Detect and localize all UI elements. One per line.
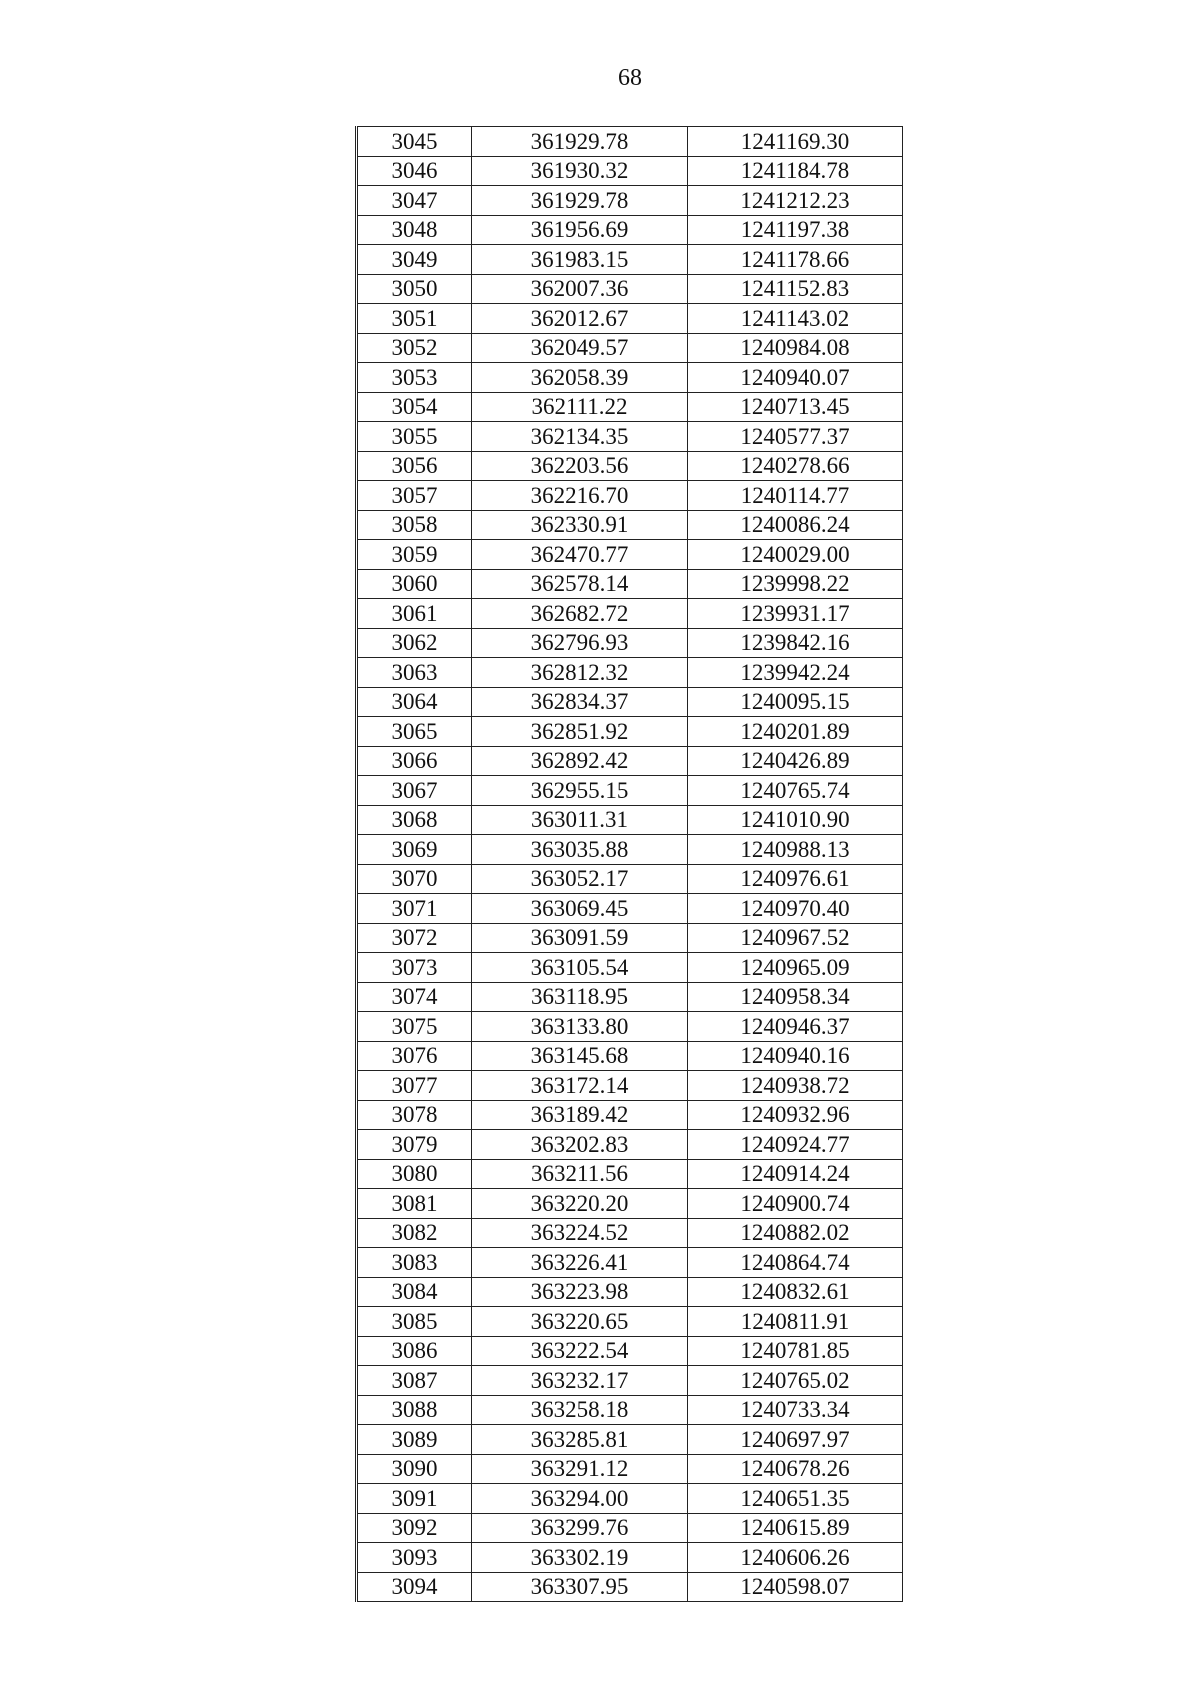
y-coordinate-cell: 1240615.89 — [688, 1513, 903, 1543]
x-coordinate-cell: 363211.56 — [472, 1159, 688, 1189]
y-coordinate-cell: 1240811.91 — [688, 1307, 903, 1337]
table-row — [357, 1572, 903, 1602]
point-number-cell: 3071 — [357, 894, 472, 924]
y-coordinate-cell: 1240946.37 — [688, 1012, 903, 1042]
table-row — [357, 599, 903, 629]
y-coordinate-cell: 1241178.66 — [688, 245, 903, 275]
table-row — [357, 215, 903, 245]
table-row — [357, 186, 903, 216]
table-row — [357, 540, 903, 570]
table-row — [357, 1041, 903, 1071]
point-number-cell: 3089 — [357, 1425, 472, 1455]
x-coordinate-cell: 363202.83 — [472, 1130, 688, 1160]
table-row — [357, 510, 903, 540]
table-row — [357, 658, 903, 688]
x-coordinate-cell: 361956.69 — [472, 215, 688, 245]
point-number-cell: 3049 — [357, 245, 472, 275]
table-row — [357, 1071, 903, 1101]
point-number-cell: 3055 — [357, 422, 472, 452]
x-coordinate-cell: 362955.15 — [472, 776, 688, 806]
point-number-cell: 3079 — [357, 1130, 472, 1160]
y-coordinate-cell: 1240577.37 — [688, 422, 903, 452]
y-coordinate-cell: 1240201.89 — [688, 717, 903, 747]
x-coordinate-cell: 363145.68 — [472, 1041, 688, 1071]
x-coordinate-cell: 363299.76 — [472, 1513, 688, 1543]
y-coordinate-cell: 1240970.40 — [688, 894, 903, 924]
table-row — [357, 333, 903, 363]
y-coordinate-cell: 1240713.45 — [688, 392, 903, 422]
point-number-cell: 3075 — [357, 1012, 472, 1042]
point-number-cell: 3081 — [357, 1189, 472, 1219]
y-coordinate-cell: 1240932.96 — [688, 1100, 903, 1130]
table-row — [357, 805, 903, 835]
table-row — [357, 1543, 903, 1573]
x-coordinate-cell: 363011.31 — [472, 805, 688, 835]
x-coordinate-cell: 362682.72 — [472, 599, 688, 629]
point-number-cell: 3066 — [357, 746, 472, 776]
point-number-cell: 3056 — [357, 451, 472, 481]
y-coordinate-cell: 1240651.35 — [688, 1484, 903, 1514]
table-row — [357, 1395, 903, 1425]
y-coordinate-cell: 1240086.24 — [688, 510, 903, 540]
coordinates-table — [355, 126, 903, 1602]
x-coordinate-cell: 363069.45 — [472, 894, 688, 924]
table-row — [357, 628, 903, 658]
y-coordinate-cell: 1240924.77 — [688, 1130, 903, 1160]
x-coordinate-cell: 362111.22 — [472, 392, 688, 422]
y-coordinate-cell: 1241143.02 — [688, 304, 903, 334]
x-coordinate-cell: 361983.15 — [472, 245, 688, 275]
y-coordinate-cell: 1241010.90 — [688, 805, 903, 835]
table-row — [357, 1100, 903, 1130]
x-coordinate-cell: 362812.32 — [472, 658, 688, 688]
x-coordinate-cell: 363223.98 — [472, 1277, 688, 1307]
point-number-cell: 3082 — [357, 1218, 472, 1248]
table-row — [357, 392, 903, 422]
point-number-cell: 3077 — [357, 1071, 472, 1101]
x-coordinate-cell: 363302.19 — [472, 1543, 688, 1573]
y-coordinate-cell: 1240832.61 — [688, 1277, 903, 1307]
table-row — [357, 1336, 903, 1366]
table-row — [357, 953, 903, 983]
x-coordinate-cell: 363105.54 — [472, 953, 688, 983]
table-row — [357, 127, 903, 157]
y-coordinate-cell: 1240765.02 — [688, 1366, 903, 1396]
point-number-cell: 3073 — [357, 953, 472, 983]
table-row — [357, 1277, 903, 1307]
point-number-cell: 3094 — [357, 1572, 472, 1602]
table-row — [357, 1218, 903, 1248]
table-row — [357, 1248, 903, 1278]
point-number-cell: 3088 — [357, 1395, 472, 1425]
x-coordinate-cell: 362470.77 — [472, 540, 688, 570]
table-row — [357, 1366, 903, 1396]
x-coordinate-cell: 363220.65 — [472, 1307, 688, 1337]
y-coordinate-cell: 1240114.77 — [688, 481, 903, 511]
x-coordinate-cell: 363222.54 — [472, 1336, 688, 1366]
table-row — [357, 923, 903, 953]
y-coordinate-cell: 1240900.74 — [688, 1189, 903, 1219]
table-row — [357, 451, 903, 481]
y-coordinate-cell: 1240882.02 — [688, 1218, 903, 1248]
point-number-cell: 3063 — [357, 658, 472, 688]
table-row — [357, 569, 903, 599]
table-row — [357, 304, 903, 334]
x-coordinate-cell: 362851.92 — [472, 717, 688, 747]
y-coordinate-cell: 1240095.15 — [688, 687, 903, 717]
table-row — [357, 245, 903, 275]
table-row — [357, 1189, 903, 1219]
y-coordinate-cell: 1240864.74 — [688, 1248, 903, 1278]
x-coordinate-cell: 362796.93 — [472, 628, 688, 658]
point-number-cell: 3054 — [357, 392, 472, 422]
x-coordinate-cell: 362892.42 — [472, 746, 688, 776]
point-number-cell: 3067 — [357, 776, 472, 806]
table-row — [357, 687, 903, 717]
y-coordinate-cell: 1239998.22 — [688, 569, 903, 599]
point-number-cell: 3072 — [357, 923, 472, 953]
table-row — [357, 1454, 903, 1484]
point-number-cell: 3091 — [357, 1484, 472, 1514]
table-row — [357, 481, 903, 511]
x-coordinate-cell: 363052.17 — [472, 864, 688, 894]
point-number-cell: 3045 — [357, 127, 472, 157]
table-row — [357, 746, 903, 776]
x-coordinate-cell: 361930.32 — [472, 156, 688, 186]
x-coordinate-cell: 362216.70 — [472, 481, 688, 511]
point-number-cell: 3087 — [357, 1366, 472, 1396]
x-coordinate-cell: 362134.35 — [472, 422, 688, 452]
x-coordinate-cell: 362049.57 — [472, 333, 688, 363]
table-row — [357, 894, 903, 924]
table-row — [357, 1513, 903, 1543]
x-coordinate-cell: 361929.78 — [472, 186, 688, 216]
point-number-cell: 3057 — [357, 481, 472, 511]
y-coordinate-cell: 1240984.08 — [688, 333, 903, 363]
table-row — [357, 864, 903, 894]
y-coordinate-cell: 1241169.30 — [688, 127, 903, 157]
table-row — [357, 1012, 903, 1042]
point-number-cell: 3048 — [357, 215, 472, 245]
x-coordinate-cell: 362007.36 — [472, 274, 688, 304]
y-coordinate-cell: 1241212.23 — [688, 186, 903, 216]
table-row — [357, 1484, 903, 1514]
table-row — [357, 776, 903, 806]
point-number-cell: 3046 — [357, 156, 472, 186]
table-row — [357, 1307, 903, 1337]
y-coordinate-cell: 1240598.07 — [688, 1572, 903, 1602]
table-row — [357, 274, 903, 304]
point-number-cell: 3059 — [357, 540, 472, 570]
point-number-cell: 3093 — [357, 1543, 472, 1573]
y-coordinate-cell: 1240940.16 — [688, 1041, 903, 1071]
point-number-cell: 3085 — [357, 1307, 472, 1337]
point-number-cell: 3068 — [357, 805, 472, 835]
table-row — [357, 1159, 903, 1189]
x-coordinate-cell: 363285.81 — [472, 1425, 688, 1455]
x-coordinate-cell: 363291.12 — [472, 1454, 688, 1484]
point-number-cell: 3050 — [357, 274, 472, 304]
y-coordinate-cell: 1239931.17 — [688, 599, 903, 629]
y-coordinate-cell: 1240781.85 — [688, 1336, 903, 1366]
y-coordinate-cell: 1240914.24 — [688, 1159, 903, 1189]
point-number-cell: 3051 — [357, 304, 472, 334]
point-number-cell: 3083 — [357, 1248, 472, 1278]
table-row — [357, 717, 903, 747]
x-coordinate-cell: 362012.67 — [472, 304, 688, 334]
table-row — [357, 1130, 903, 1160]
point-number-cell: 3062 — [357, 628, 472, 658]
x-coordinate-cell: 363189.42 — [472, 1100, 688, 1130]
y-coordinate-cell: 1240938.72 — [688, 1071, 903, 1101]
table-row — [357, 156, 903, 186]
point-number-cell: 3069 — [357, 835, 472, 865]
point-number-cell: 3084 — [357, 1277, 472, 1307]
x-coordinate-cell: 363307.95 — [472, 1572, 688, 1602]
point-number-cell: 3065 — [357, 717, 472, 747]
x-coordinate-cell: 362330.91 — [472, 510, 688, 540]
x-coordinate-cell: 362834.37 — [472, 687, 688, 717]
point-number-cell: 3047 — [357, 186, 472, 216]
x-coordinate-cell: 362058.39 — [472, 363, 688, 393]
x-coordinate-cell: 363226.41 — [472, 1248, 688, 1278]
point-number-cell: 3053 — [357, 363, 472, 393]
point-number-cell: 3064 — [357, 687, 472, 717]
y-coordinate-cell: 1240697.97 — [688, 1425, 903, 1455]
point-number-cell: 3061 — [357, 599, 472, 629]
point-number-cell: 3052 — [357, 333, 472, 363]
y-coordinate-cell: 1240940.07 — [688, 363, 903, 393]
x-coordinate-cell: 363035.88 — [472, 835, 688, 865]
y-coordinate-cell: 1241152.83 — [688, 274, 903, 304]
point-number-cell: 3090 — [357, 1454, 472, 1484]
table-row — [357, 982, 903, 1012]
y-coordinate-cell: 1241184.78 — [688, 156, 903, 186]
x-coordinate-cell: 363220.20 — [472, 1189, 688, 1219]
y-coordinate-cell: 1240733.34 — [688, 1395, 903, 1425]
y-coordinate-cell: 1240988.13 — [688, 835, 903, 865]
table-body — [357, 127, 903, 1602]
point-number-cell: 3078 — [357, 1100, 472, 1130]
table-row — [357, 422, 903, 452]
x-coordinate-cell: 362203.56 — [472, 451, 688, 481]
x-coordinate-cell: 361929.78 — [472, 127, 688, 157]
y-coordinate-cell: 1240965.09 — [688, 953, 903, 983]
table-row — [357, 1425, 903, 1455]
point-number-cell: 3074 — [357, 982, 472, 1012]
point-number-cell: 3070 — [357, 864, 472, 894]
y-coordinate-cell: 1240976.61 — [688, 864, 903, 894]
x-coordinate-cell: 363224.52 — [472, 1218, 688, 1248]
x-coordinate-cell: 363172.14 — [472, 1071, 688, 1101]
table-row — [357, 363, 903, 393]
y-coordinate-cell: 1240678.26 — [688, 1454, 903, 1484]
table-row — [357, 835, 903, 865]
y-coordinate-cell: 1241197.38 — [688, 215, 903, 245]
x-coordinate-cell: 363133.80 — [472, 1012, 688, 1042]
x-coordinate-cell: 363232.17 — [472, 1366, 688, 1396]
x-coordinate-cell: 363294.00 — [472, 1484, 688, 1514]
y-coordinate-cell: 1240426.89 — [688, 746, 903, 776]
point-number-cell: 3076 — [357, 1041, 472, 1071]
y-coordinate-cell: 1240278.66 — [688, 451, 903, 481]
point-number-cell: 3092 — [357, 1513, 472, 1543]
point-number-cell: 3060 — [357, 569, 472, 599]
point-number-cell: 3080 — [357, 1159, 472, 1189]
y-coordinate-cell: 1239842.16 — [688, 628, 903, 658]
x-coordinate-cell: 363258.18 — [472, 1395, 688, 1425]
y-coordinate-cell: 1239942.24 — [688, 658, 903, 688]
y-coordinate-cell: 1240958.34 — [688, 982, 903, 1012]
y-coordinate-cell: 1240606.26 — [688, 1543, 903, 1573]
page-number: 68 — [618, 65, 642, 91]
x-coordinate-cell: 363118.95 — [472, 982, 688, 1012]
point-number-cell: 3086 — [357, 1336, 472, 1366]
y-coordinate-cell: 1240967.52 — [688, 923, 903, 953]
y-coordinate-cell: 1240029.00 — [688, 540, 903, 570]
x-coordinate-cell: 363091.59 — [472, 923, 688, 953]
point-number-cell: 3058 — [357, 510, 472, 540]
x-coordinate-cell: 362578.14 — [472, 569, 688, 599]
y-coordinate-cell: 1240765.74 — [688, 776, 903, 806]
